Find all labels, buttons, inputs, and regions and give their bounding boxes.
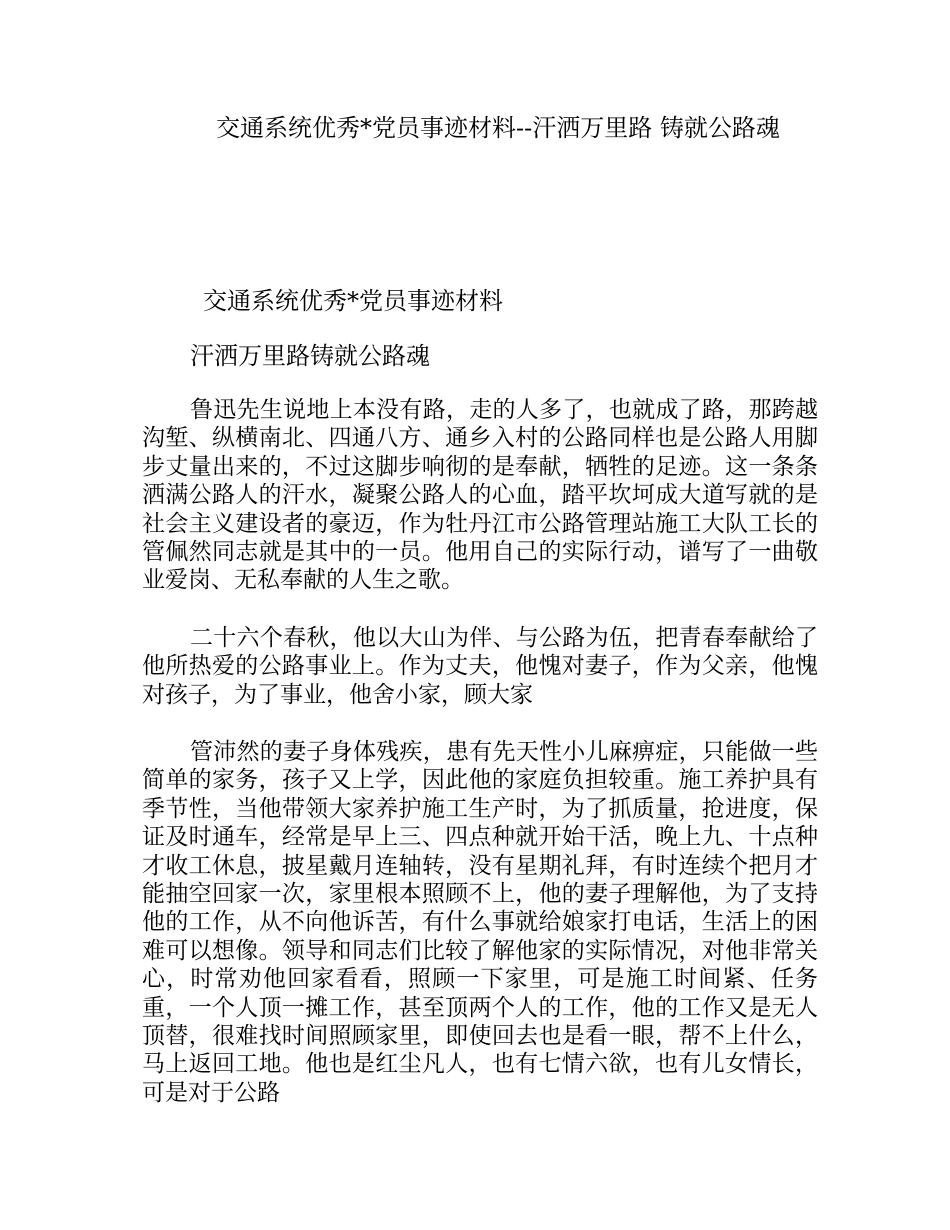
document-title: 交通系统优秀*党员事迹材料--汗洒万里路 铸就公路魂 bbox=[216, 114, 780, 142]
body-paragraph-3: 管沛然的妻子身体残疾，患有先天性小儿麻痹症，只能做一些简单的家务，孩子又上学，因此他的家庭负担较重。施工养护具有季节性，当他带领大家养护施工生产时，为了抓质量，抢进度，保证及时通车，经常是早上三、四点种就开始干活，晚上九、十点种才收工休息，披星戴月连轴转，没有星期礼拜，有时连续个把月才能抽空回家一次，家里根本照顾不上，他的妻子理解他，为了支持他的工作，从不向他诉苦，有什么事就给娘家打电话，生活上的困难可以想像。领导和同志们比较了解他家的实际情况，对他非常关心，时常劝他回家看看，照顾一下家里，可是施工时间紧、任务重，一个人顶一摊工作，甚至顶两个人的工作，他的工作又是无人顶替，很难找时间照顾家里，即使回去也是看一眼，帮不上什么，马上返回工地。他也是红尘凡人，也有七情六欲，也有儿女情长，可是对于公路 bbox=[142, 739, 818, 1106]
body-paragraph-1: 鲁迅先生说地上本没有路，走的人多了，也就成了路，那跨越沟堑、纵横南北、四通八方、通乡入村的公路同样也是公路人用脚步丈量出来的，不过这脚步响彻的是奉献，牺牲的足迹。这一条条洒满公路人的汗水，凝聚公路人的心血，踏平坎坷成大道写就的是社会主义建设者的豪迈，作为牡丹江市公路管理站施工大队工长的管佩然同志就是其中的一员。他用自己的实际行动，谱写了一曲敬业爱岗、无私奉献的人生之歌。 bbox=[142, 397, 818, 594]
section-heading: 汗洒万里路铸就公路魂 bbox=[190, 342, 430, 370]
document-subtitle: 交通系统优秀*党员事迹材料 bbox=[203, 287, 503, 315]
body-paragraph-2: 二十六个春秋，他以大山为伴、与公路为伍，把青春奉献给了他所热爱的公路事业上。作为丈夫，他愧对妻子，作为父亲，他愧对孩子，为了事业，他舍小家，顾大家 bbox=[142, 625, 818, 708]
